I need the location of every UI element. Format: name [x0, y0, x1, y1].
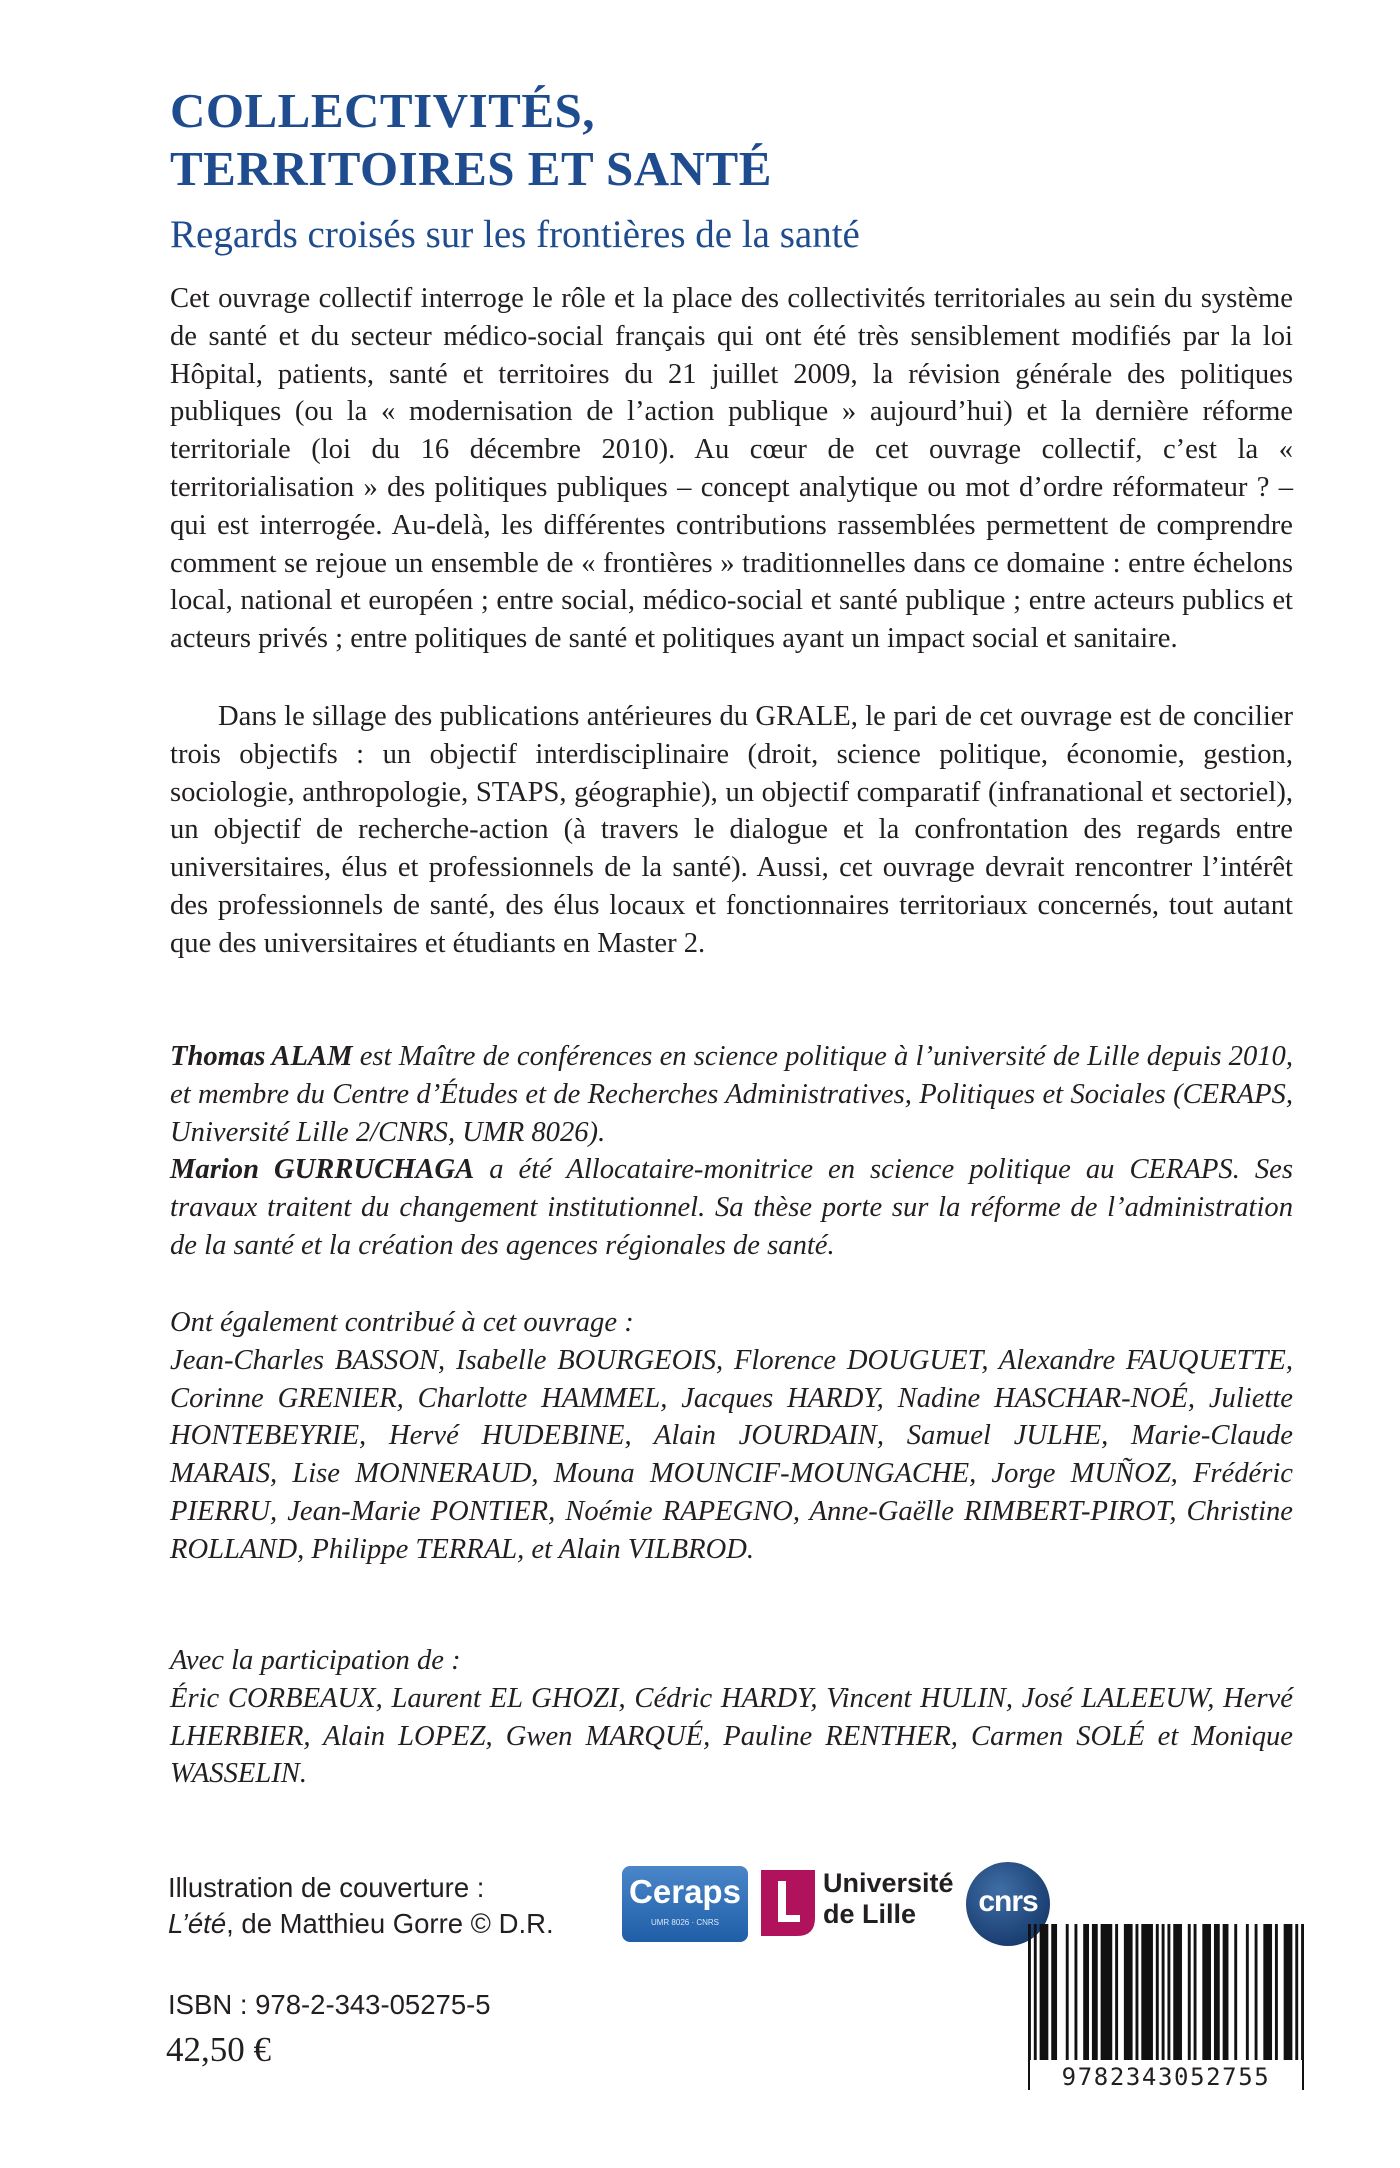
barcode-bar	[1156, 1924, 1159, 2066]
ceraps-logo-subtitle: UMR 8026 · CNRS	[650, 1918, 719, 1927]
ceraps-logo-name: Ceraps	[629, 1873, 741, 1910]
contributors-names: Jean-Charles BASSON, Isabelle BOURGEOIS, Florence DOUGUET, Alexandre FAUQUETTE, Corinne GRENIER, Charlotte HAMMEL, Jacques HARDY, Nadine HASCHAR-NOÉ, Juliette HONTEBEYRIE, Hervé HUDEBINE, Alain JOURDAIN, Samuel JULHE, Marie-Claude MARAIS, Lise MONNERAUD, Mouna MOUNCIF-MOUNGACHE, Jorge MUÑOZ, Frédéric PIERRU, Jean-Marie PONTIER, Noémie RAPEGNO, Anne-Gaëlle RIMBERT-PIROT, Christine ROLLAND, Philippe TERRAL, et Alain VILBROD.	[170, 1344, 1293, 1565]
barcode-bar	[1223, 1924, 1229, 2066]
barcode-bar	[1263, 1924, 1272, 2066]
summary-paragraph-2: Dans le sillage des publications antérieures du GRALE, le pari de cet ouvrage est de concilier trois objectifs : un objectif interdisciplinaire (droit, science politique, économie, gestion, sociologie, anthropologie, STAPS, géographie), un objectif comparatif (infranational et sectoriel), un objectif de recherche-action (à travers le dialogue et la confrontation des regards entre universitaires, élus et professionnels de la santé). Aussi, cet ouvrage devrait rencontrer l’intérêt des professionnels de santé, des élus locaux et fonctionnaires territoriaux concernés, tout autant que des universitaires et étudiants en Master 2.	[170, 701, 1293, 959]
universite-de-lille-logo-icon	[761, 1870, 815, 1936]
contributors	[170, 1304, 1293, 1569]
barcode-bar	[1234, 1924, 1237, 2066]
universite-de-lille-wordmark	[823, 1868, 954, 1930]
author-bio	[170, 1038, 1293, 1151]
barcode-bar	[1141, 1924, 1153, 2066]
barcode-bar	[1051, 1924, 1057, 2066]
price: 42,50 €	[166, 2030, 271, 2069]
illustration-rest: , de Matthieu Gorre © D.R.	[226, 1908, 554, 1939]
book-title	[170, 82, 1270, 198]
barcode-bar	[1214, 1924, 1220, 2066]
lille-line-1: Université	[823, 1868, 954, 1898]
barcode-digits: 9782343052755	[1030, 2060, 1302, 2094]
book-subtitle: Regards croisés sur les frontières de la santé	[170, 213, 860, 256]
contributors-lead: Ont également contribué à cet ouvrage :	[170, 1307, 634, 1338]
author-bios	[170, 1038, 1293, 1265]
ceraps-logo	[622, 1866, 748, 1942]
title-line-1: COLLECTIVITÉS,	[170, 83, 596, 138]
cnrs-logo-text: cnrs	[978, 1885, 1038, 1918]
barcode-bar	[1040, 1924, 1049, 2066]
participation	[170, 1642, 1293, 1793]
barcode-bar	[1074, 1924, 1077, 2066]
barcode-bar	[1135, 1924, 1138, 2066]
barcode-bar	[1246, 1924, 1249, 2066]
barcode-bar	[1275, 1924, 1278, 2066]
barcode-bar	[1066, 1924, 1069, 2066]
barcode-bar	[1173, 1924, 1182, 2066]
cover-illustration-credit	[168, 1870, 554, 1942]
illustration-line-2	[168, 1906, 554, 1942]
author-bio	[170, 1151, 1293, 1264]
author-bio-text: est Maître de conférences en science politique à l’université de Lille depuis 2010, et membre du Centre d’Études et de Recherches Administratives, Politiques et Sociales (CERAPS, Université Lille 2/CNRS, UMR 8026).	[170, 1041, 1294, 1148]
participation-lead: Avec la participation de :	[170, 1645, 461, 1676]
author-name: Thomas ALAM	[170, 1041, 353, 1072]
barcode-bar	[1101, 1924, 1113, 2066]
barcode-bar	[1188, 1924, 1191, 2066]
barcode-bar	[1202, 1924, 1211, 2066]
summary-paragraph-1: Cet ouvrage collectif interroge le rôle et la place des collectivités territoriales au sein du système de santé et du secteur médico-social français qui ont été très sensiblement modifiés par la loi Hôpital, patients, santé et territoires du 21 juillet 2009, la révision générale des politiques publiques (ou la « modernisation de l’action publique » aujourd’hui) et la dernière réforme territoriale (loi du 16 décembre 2010). Au cœur de cet ouvrage collectif, c’est la « territorialisation » des politiques publiques – concept analytique ou mot d’ordre réformateur ? – qui est interrogée. Au-delà, les différentes contributions rassemblées permettent de comprendre comment se rejoue un ensemble de « frontières » traditionnelles dans ce domaine : entre échelons local, national et européen ; entre social, médico-social et santé publique ; entre acteurs publics et acteurs privés ; entre politiques de santé et politiques ayant un impact social et sanitaire.	[170, 283, 1293, 655]
barcode-bar	[1284, 1924, 1293, 2066]
illustration-line-1: Illustration de couverture :	[168, 1872, 485, 1903]
author-name: Marion GURRUCHAGA	[170, 1154, 475, 1186]
illustration-work: L’été	[168, 1908, 227, 1939]
barcode-bar	[1092, 1924, 1098, 2066]
barcode-bar	[1115, 1924, 1118, 2066]
isbn: ISBN : 978-2-343-05275-5	[168, 1989, 491, 2020]
title-line-2: TERRITOIRES ET SANTÉ	[170, 141, 772, 196]
author-bio-text: a été Allocataire-monitrice en science politique au CERAPS. Ses travaux traitent du changement institutionnel. Sa thèse porte sur la réforme de l’administration de la santé et la création des agences régionales de santé.	[170, 1154, 1293, 1261]
barcode-bar	[1255, 1924, 1258, 2066]
barcode-bar	[1124, 1924, 1133, 2066]
barcode-bar	[1083, 1924, 1089, 2066]
participation-names: Éric CORBEAUX, Laurent EL GHOZI, Cédric HARDY, Vincent HULIN, José LALEEUW, Hervé LHERBIER, Alain LOPEZ, Gwen MARQUÉ, Pauline RENTHER, Carmen SOLÉ et Monique WASSELIN.	[170, 1682, 1293, 1790]
lille-line-2: de Lille	[823, 1899, 917, 1929]
barcode-bar	[1194, 1924, 1197, 2066]
